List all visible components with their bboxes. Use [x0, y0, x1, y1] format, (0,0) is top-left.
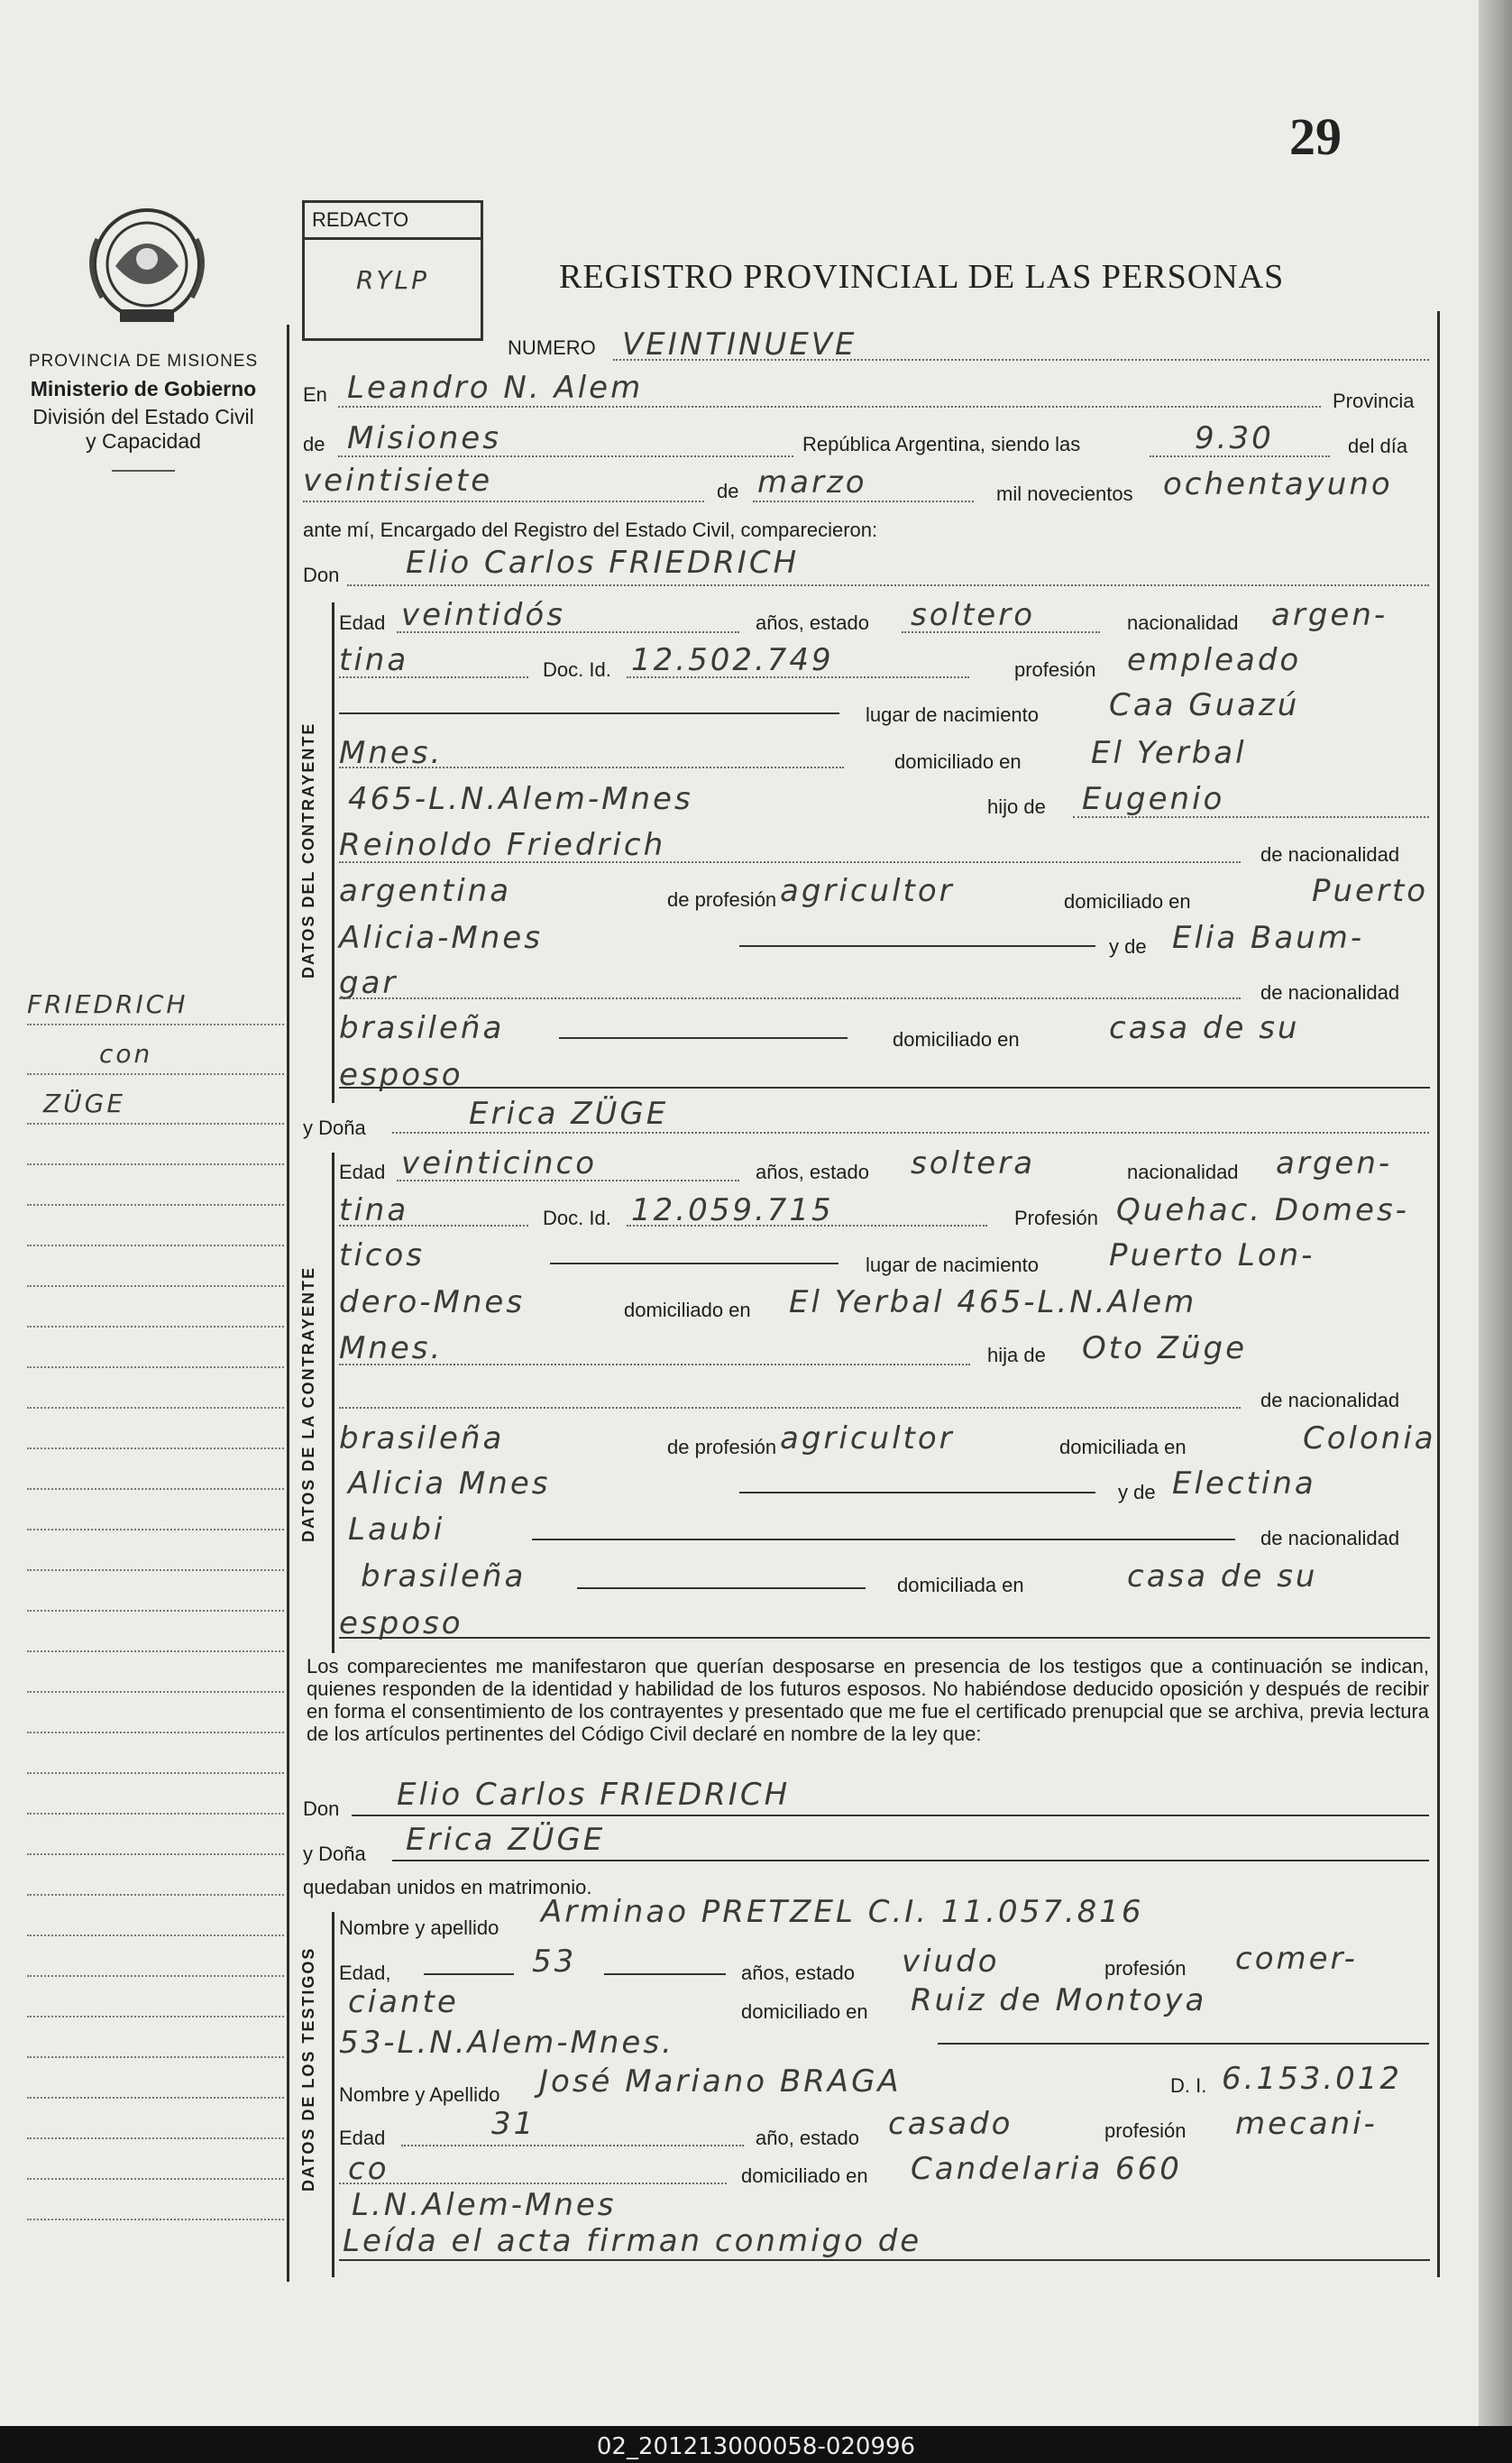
mes-line: [753, 501, 974, 502]
contrayenta-bracket: [332, 1153, 334, 1653]
republica-label: República Argentina, siendo las: [802, 433, 1081, 455]
contrayenta-madre: Electina: [1172, 1466, 1316, 1502]
decl-don-nombre: Elio Carlos FRIEDRICH: [397, 1777, 791, 1813]
madre-nac-line-2: [577, 1587, 866, 1589]
madre-line: [339, 997, 1241, 999]
contrayenta-nacionalidad-cont: tina: [339, 1192, 409, 1228]
division-label-2: y Capacidad: [86, 429, 201, 453]
profesion-label: profesión: [1014, 658, 1096, 681]
profesion-label-2: Profesión: [1014, 1207, 1098, 1229]
doc-label: Doc. Id.: [543, 658, 611, 681]
madre-nac-label-2: de nacionalidad: [1260, 1527, 1400, 1549]
t2-nombre-label: Nombre y Apellido: [339, 2083, 500, 2106]
t1-prof-cont: ciante: [348, 1984, 459, 2020]
decl-dona-label: y Doña: [303, 1843, 366, 1865]
decl-dona-line: [392, 1860, 1429, 1861]
contrayente-domicilio-cont: 465-L.N.Alem-Mnes: [348, 781, 693, 817]
doc-label-2: Doc. Id.: [543, 1207, 611, 1229]
ministry-label: Ministerio de Gobierno: [30, 377, 257, 400]
decl-dona-nombre: Erica ZÜGE: [406, 1822, 606, 1858]
redacto-value: RYLP: [355, 265, 430, 295]
t2-edad: 31: [491, 2106, 536, 2142]
t1-estado: viudo: [902, 1944, 1000, 1980]
t2-di-label: D. I.: [1170, 2074, 1207, 2097]
ante-text: ante mí, Encargado del Registro del Estado Civil, comparecieron:: [303, 519, 878, 541]
lugar-label-2: lugar de nacimiento: [866, 1254, 1040, 1276]
contrayenta-lugar: Puerto Lon-: [1109, 1237, 1315, 1273]
contrayenta-estado: soltera: [911, 1145, 1036, 1181]
lugar-label: lugar de nacimiento: [866, 703, 1040, 726]
contrayenta-edad: veinticinco: [401, 1145, 597, 1181]
contrayenta-side-label: DATOS DE LA CONTRAYENTE: [299, 1265, 317, 1542]
contrayente-side-label: DATOS DEL CONTRAYENTE: [299, 721, 317, 979]
y-de-label-2: y de: [1118, 1481, 1156, 1503]
page-title: REGISTRO PROVINCIAL DE LAS PERSONAS: [559, 258, 1285, 296]
cierre-acta: Leída el acta firman conmigo de: [343, 2223, 922, 2259]
don-line: [347, 584, 1429, 586]
y-de-label: y de: [1109, 935, 1147, 958]
dona-line: [392, 1132, 1429, 1134]
provincia-value: Misiones: [347, 420, 501, 456]
del-dia-label: del día: [1348, 435, 1408, 457]
contrayenta-domicilio-cont: Mnes.: [339, 1330, 444, 1366]
edad-label: Edad: [339, 611, 386, 634]
t2-di: 6.153.012: [1222, 2061, 1403, 2097]
t1-prof: comer-: [1235, 1941, 1358, 1977]
contrayenta-profesion: Quehac. Domes-: [1116, 1192, 1409, 1228]
t1-edad-label: Edad,: [339, 1962, 391, 1984]
padre-nac-label: de nacionalidad: [1260, 843, 1400, 866]
t2-prof-cont: co: [348, 2151, 389, 2187]
anio-value: ochentayuno: [1163, 466, 1393, 502]
margin-note-surname: FRIEDRICH: [27, 989, 188, 1019]
contrayente-doc: 12.502.749: [631, 642, 834, 678]
contrayente-padre-cont: Reinoldo Friedrich: [339, 827, 666, 863]
edad-line-2: [397, 1180, 739, 1181]
testigos-bracket: [332, 1912, 334, 2277]
domiciliado-label: domiciliado en: [894, 750, 1022, 773]
file-id: 02_201213000058-020996: [596, 2433, 916, 2460]
contrayente-domicilio: El Yerbal: [1091, 735, 1247, 771]
hora-line: [1150, 455, 1330, 457]
contrayente-madre-dom-cont: esposo: [339, 1057, 463, 1093]
dia-value: veintisiete: [303, 463, 493, 499]
contrayente-nacionalidad-cont: tina: [339, 642, 409, 678]
padre-cont-line: [339, 861, 1241, 863]
t2-prof: mecani-: [1235, 2106, 1378, 2142]
dia-line: [303, 501, 704, 502]
t1-edad-line-b: [604, 1973, 726, 1975]
contrayente-padre: Eugenio: [1082, 781, 1225, 817]
contrayente-nombre: Elio Carlos FRIEDRICH: [406, 545, 800, 581]
t2-edad-line: [401, 2145, 744, 2146]
localidad-value: Leandro N. Alem: [347, 370, 644, 406]
contrayenta-domicilio: El Yerbal 465-L.N.Alem: [789, 1284, 1197, 1320]
contrayente-madre: Elia Baum-: [1172, 920, 1365, 956]
padre-dom-line-2: [739, 1492, 1095, 1493]
edad-line: [397, 631, 739, 633]
dona-label: y Doña: [303, 1117, 366, 1139]
padre-prof-label-2: de profesión: [667, 1436, 777, 1458]
de-mes-label: de: [717, 480, 739, 502]
t2-prof-line: [339, 2183, 727, 2184]
padre-line: [1073, 816, 1429, 818]
contrayenta-nombre: Erica ZÜGE: [469, 1096, 669, 1132]
contrayenta-madre-dom: casa de su: [1127, 1558, 1318, 1595]
localidad-line: [338, 406, 1321, 408]
numero-value: VEINTINUEVE: [622, 326, 857, 363]
profesion-cont-line: [339, 712, 839, 714]
contrayente-madre-cont: gar: [339, 965, 399, 1001]
contrayente-estado: soltero: [911, 597, 1035, 633]
division-label-1: División del Estado Civil: [32, 405, 254, 428]
contrayenta-end-line: [339, 1637, 1430, 1639]
padre-prof-label: de profesión: [667, 888, 777, 911]
doc-line: [627, 676, 969, 678]
contrayente-madre-nac: brasileña: [339, 1010, 505, 1046]
t1-nombre-label: Nombre y apellido: [339, 1916, 499, 1939]
t2-estado: casado: [888, 2106, 1013, 2142]
contrayenta-nacionalidad: argen-: [1276, 1145, 1393, 1181]
decl-don-line: [352, 1815, 1429, 1816]
nacionalidad-line: [339, 676, 528, 678]
decl-don-label: Don: [303, 1797, 340, 1820]
t1-dom-label: domiciliado en: [741, 2000, 868, 2023]
padre-nac-label-2: de nacionalidad: [1260, 1389, 1400, 1411]
contrayenta-madre-dom-cont: esposo: [339, 1605, 463, 1641]
estado-line: [902, 631, 1100, 633]
contrayente-padre-prof: agricultor: [780, 873, 955, 909]
madre-dom-label-2: domiciliada en: [897, 1574, 1024, 1596]
provincia-line: [338, 455, 793, 457]
contrayente-nacionalidad: argen-: [1271, 597, 1388, 633]
madre-dom-label: domiciliado en: [893, 1028, 1020, 1051]
contrayente-padre-nac: argentina: [339, 873, 512, 909]
profesion-cont-line-2: [550, 1263, 838, 1264]
t2-anios-label: año, estado: [756, 2127, 859, 2149]
t1-dom-line: [938, 2043, 1429, 2045]
padre-dom-label: domiciliado en: [1064, 890, 1191, 913]
contrayenta-padre-nac: brasileña: [339, 1420, 505, 1457]
t1-dom: Ruiz de Montoya: [911, 1982, 1207, 2018]
contrayenta-madre-nac: brasileña: [361, 1558, 527, 1595]
contrayente-edad: veintidós: [401, 597, 565, 633]
margin-rule: [287, 325, 289, 2282]
numero-line: [613, 359, 1429, 361]
final-line: [339, 2259, 1430, 2261]
provincia-label: Provincia: [1333, 390, 1415, 412]
right-rule: [1437, 311, 1440, 2277]
t2-prof-label: profesión: [1104, 2119, 1187, 2142]
contrayente-lugar-cont: Mnes.: [339, 735, 444, 771]
contrayente-lugar: Caa Guazú: [1109, 687, 1300, 723]
margin-note-con: con: [99, 1039, 153, 1069]
contrayenta-madre-cont: Laubi: [348, 1512, 445, 1548]
padre-dom-line: [739, 945, 1095, 947]
t2-dom-label: domiciliado en: [741, 2164, 868, 2187]
contrayente-end-line: [339, 1087, 1430, 1089]
padre-cont-line-2: [339, 1407, 1241, 1409]
contrayenta-padre-prof: agricultor: [780, 1420, 955, 1457]
redacto-box: [302, 200, 483, 341]
contrayente-padre-dom: Puerto: [1312, 873, 1429, 909]
contrayenta-profesion-cont: ticos: [339, 1237, 425, 1273]
contrayente-profesion: empleado: [1127, 642, 1302, 678]
t2-edad-label: Edad: [339, 2127, 386, 2149]
nacionalidad-label-2: nacionalidad: [1127, 1161, 1239, 1183]
contrayenta-padre: Oto Züge: [1082, 1330, 1248, 1366]
page-edge-shadow: [1479, 0, 1512, 2463]
declaracion-parrafo: Los comparecientes me manifestaron que querían desposarse en presencia de los testigos que a continuación se indican, quienes responden de la identidad y habilidad de los futuros esposos. No habiéndose deducido oposición y después de recibir en forma el consentimiento de los contrayentes y presentado que me fue el certificado prenupcial que se archiva, previa lectura de los artículos pertinentes del Código Civil declaré en nombre de la ley que:: [307, 1655, 1429, 1745]
page-number: 29: [1289, 107, 1342, 166]
domiciliado-label-2: domiciliado en: [624, 1299, 751, 1321]
contrayente-bracket: [332, 602, 334, 1103]
edad-label-2: Edad: [339, 1161, 386, 1183]
madre-nac-label: de nacionalidad: [1260, 981, 1400, 1004]
padre-dom-label-2: domiciliada en: [1059, 1436, 1187, 1458]
divider: [112, 470, 175, 472]
t1-edad-line-a: [424, 1973, 514, 1975]
don-label: Don: [303, 564, 340, 586]
mil-label: mil novecientos: [996, 482, 1133, 505]
testigos-side-label: DATOS DE LOS TESTIGOS: [299, 1946, 317, 2192]
contrayenta-padre-dom-cont: Alicia Mnes: [348, 1466, 551, 1502]
issuer-block: [0, 352, 287, 472]
t1-edad: 53: [532, 1944, 577, 1980]
anios-label: años, estado: [756, 611, 869, 634]
mes-value: marzo: [757, 464, 867, 501]
nacionalidad-label: nacionalidad: [1127, 611, 1239, 634]
margin-note-surname-2: ZÜGE: [43, 1089, 126, 1118]
doc-line-2: [627, 1225, 987, 1227]
t1-nombre: Arminao PRETZEL C.I. 11.057.816: [541, 1894, 1144, 1930]
t2-nombre: José Mariano BRAGA: [539, 2063, 902, 2100]
misiones-emblem-icon: [79, 203, 215, 325]
madre-line-2: [532, 1539, 1235, 1540]
madre-nac-line: [559, 1037, 848, 1039]
contrayenta-doc: 12.059.715: [631, 1192, 834, 1228]
contrayenta-lugar-cont: dero-Mnes: [339, 1284, 526, 1320]
de-label: de: [303, 433, 325, 455]
en-label: En: [303, 383, 327, 406]
t2-dom-cont: L.N.Alem-Mnes: [352, 2187, 617, 2223]
t1-anios-label: años, estado: [741, 1962, 855, 1984]
contrayente-padre-dom-cont: Alicia-Mnes: [339, 920, 543, 956]
nacionalidad-line-2: [339, 1225, 528, 1227]
t2-dom: Candelaria 660: [911, 2151, 1182, 2187]
hora-value: 9.30: [1195, 420, 1274, 456]
redacto-label: REDACTO: [305, 203, 481, 240]
decl-cierre: quedaban unidos en matrimonio.: [303, 1876, 592, 1898]
province-label: PROVINCIA DE MISIONES: [28, 352, 259, 371]
anios-label-2: años, estado: [756, 1161, 869, 1183]
lugar-line: [339, 767, 844, 768]
t1-prof-label: profesión: [1104, 1957, 1187, 1980]
hijo-label: hijo de: [987, 795, 1046, 818]
contrayenta-padre-dom: Colonia: [1303, 1420, 1436, 1457]
domicilio-line-2: [339, 1364, 970, 1365]
contrayente-madre-dom: casa de su: [1109, 1010, 1300, 1046]
t1-dom-cont: 53-L.N.Alem-Mnes.: [339, 2025, 674, 2061]
hija-label: hija de: [987, 1344, 1046, 1366]
numero-label: NUMERO: [508, 336, 596, 359]
